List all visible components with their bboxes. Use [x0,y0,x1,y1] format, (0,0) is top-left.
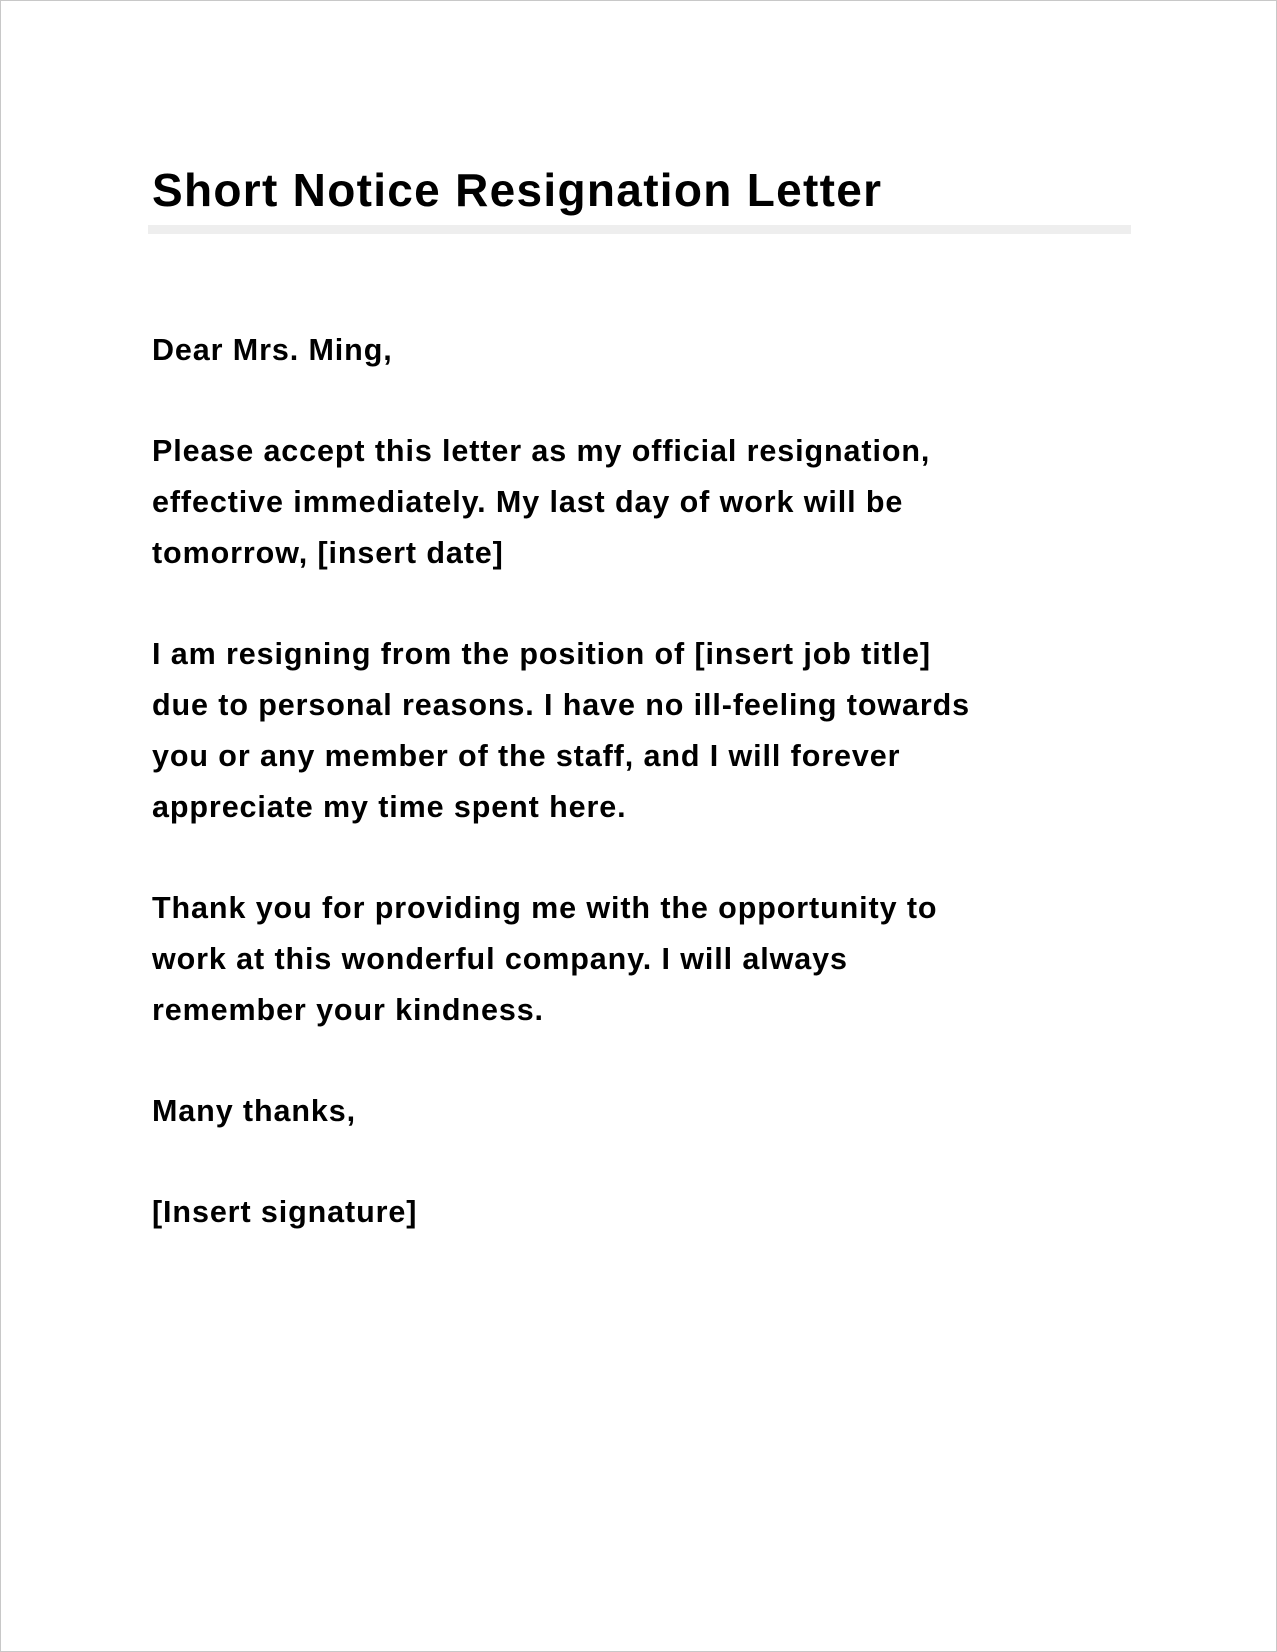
paragraph-line: appreciate my time spent here. [152,790,627,824]
paragraph-line: work at this wonderful company. I will always [152,942,848,976]
paragraph-spacer [152,1036,1152,1086]
paragraph-thanks [152,883,1152,1036]
paragraph-line: effective immediately. My last day of work will be [152,485,904,519]
paragraph-line: tomorrow, [insert date] [152,536,504,570]
paragraph-spacer [152,833,1152,883]
paragraph-position-reason [152,629,1152,833]
paragraph-line: you or any member of the staff, and I will forever [152,739,901,773]
paragraph-line: due to personal reasons. I have no ill-feeling towards [152,688,971,722]
paragraph-line: I am resigning from the position of [insert job title] [152,637,931,671]
salutation: Dear Mrs. Ming, [152,333,393,367]
signature-placeholder: [Insert signature] [152,1195,418,1229]
letter-content [152,159,1152,1238]
title-underline-rule [148,225,1131,234]
document-title: Short Notice Resignation Letter [152,164,883,216]
paragraph-line: Thank you for providing me with the opportunity to [152,891,938,925]
paragraph-spacer [152,579,1152,629]
paragraph-line: Please accept this letter as my official resignation, [152,434,931,468]
paragraph-spacer [152,1137,1152,1187]
paragraph-line: remember your kindness. [152,993,544,1027]
closing: Many thanks, [152,1094,357,1128]
paragraph-resignation-notice [152,426,1152,579]
paragraph-spacer [152,376,1152,426]
